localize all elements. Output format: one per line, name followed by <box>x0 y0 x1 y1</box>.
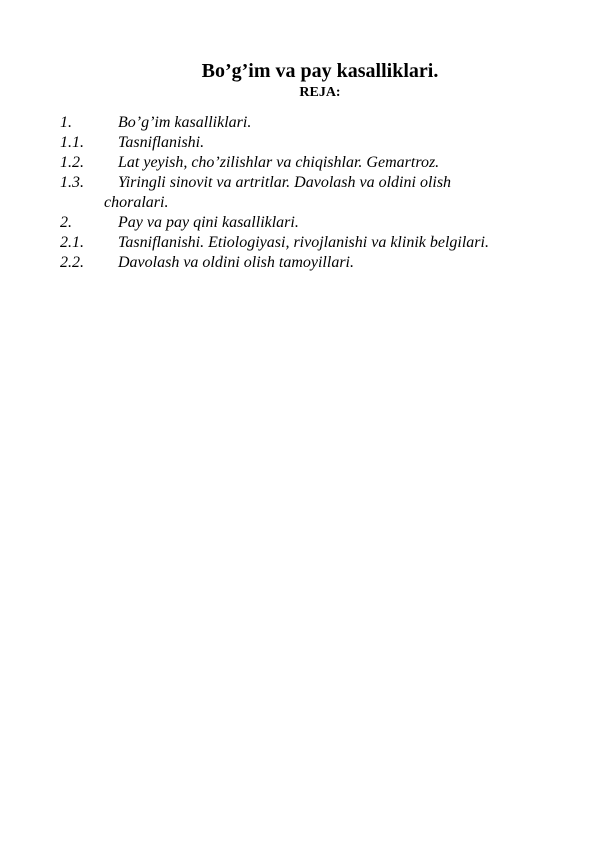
outline-item-number: 2.1. <box>60 234 84 251</box>
outline-item <box>60 133 560 153</box>
outline-item-number: 1. <box>60 114 72 131</box>
outline-item-text: Tasniflanishi. Etiologiyasi, rivojlanishi va klinik belgilari. <box>118 234 489 251</box>
outline-item-text: Tasniflanishi. <box>118 134 205 151</box>
outline-item <box>60 213 560 233</box>
outline-item-number: 1.2. <box>60 154 84 171</box>
page-subtitle: REJA: <box>299 85 341 100</box>
outline-item-continuation: choralari. <box>104 194 169 211</box>
outline-item-text: Davolash va oldini olish tamoyillari. <box>118 254 354 271</box>
page-title: Bo’g’im va pay kasalliklari. <box>201 60 439 82</box>
outline-item <box>60 173 560 213</box>
outline-item-text: Yiringli sinovit va artritlar. Davolash va oldini olish <box>118 174 452 191</box>
outline-item-number: 2. <box>60 214 72 231</box>
outline-item <box>60 113 560 133</box>
outline-item-number: 1.1. <box>60 134 84 151</box>
outline-item <box>60 253 560 273</box>
outline-item-number: 2.2. <box>60 254 84 271</box>
outline-item-text: Bo’g’im kasalliklari. <box>118 114 252 131</box>
outline-item-text: Lat yeyish, cho’zilishlar va chiqishlar. Gemartroz. <box>118 154 440 171</box>
outline-item-text: Pay va pay qini kasalliklari. <box>118 214 299 231</box>
outline-item-number: 1.3. <box>60 174 84 191</box>
outline-item <box>60 153 560 173</box>
outline-item <box>60 233 560 253</box>
outline-list <box>60 113 560 273</box>
